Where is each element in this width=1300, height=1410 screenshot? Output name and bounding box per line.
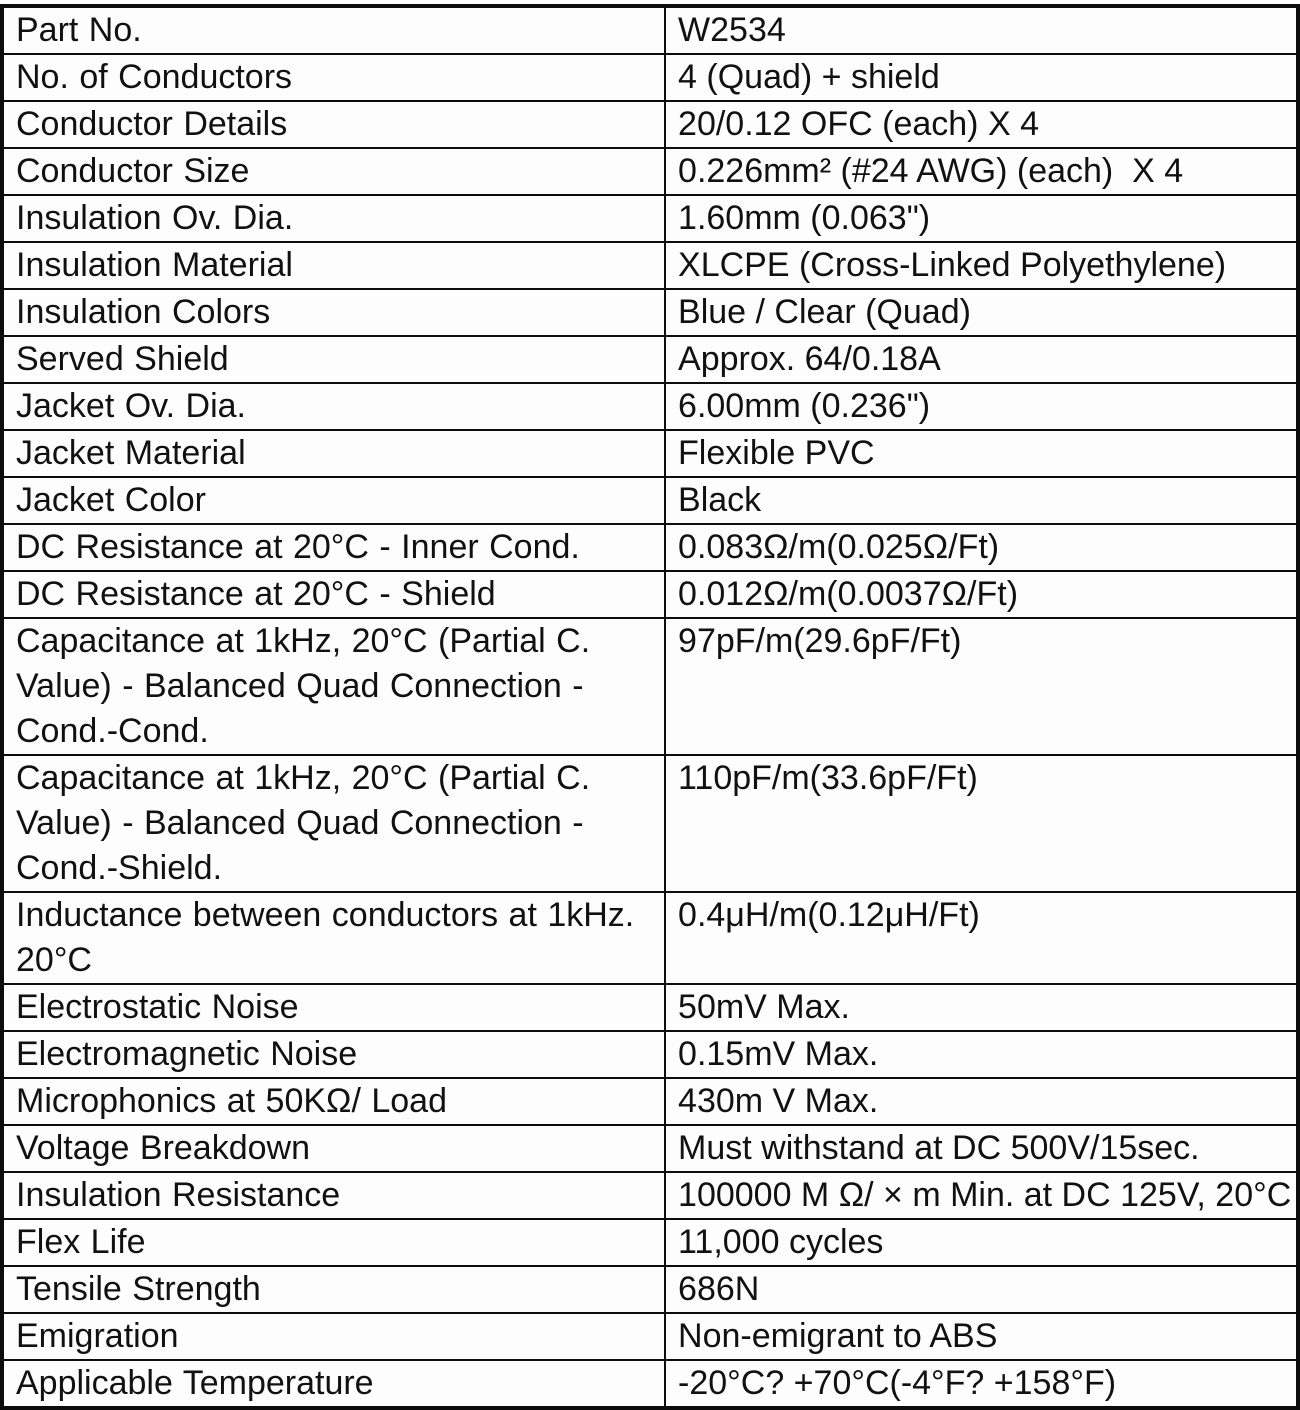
spec-property-value: 430m V Max.	[665, 1078, 1298, 1125]
spec-property-label: Part No.	[2, 6, 665, 54]
table-row	[2, 54, 1298, 101]
table-row	[2, 1219, 1298, 1266]
spec-property-label: Jacket Ov. Dia.	[2, 383, 665, 430]
spec-property-value: W2534	[665, 6, 1298, 54]
table-row	[2, 1313, 1298, 1360]
spec-property-value: 686N	[665, 1266, 1298, 1313]
spec-property-value: 0.4μH/m(0.12μH/Ft)	[665, 892, 1298, 984]
spec-property-label: Conductor Size	[2, 148, 665, 195]
spec-property-value: 6.00mm (0.236")	[665, 383, 1298, 430]
spec-property-label: Applicable Temperature	[2, 1360, 665, 1408]
spec-property-label: Capacitance at 1kHz, 20°C (Partial C. Value) - Balanced Quad Connection - Cond.-Cond.	[2, 618, 665, 755]
spec-property-value: Flexible PVC	[665, 430, 1298, 477]
table-row	[2, 984, 1298, 1031]
spec-property-value: 50mV Max.	[665, 984, 1298, 1031]
spec-property-label: Insulation Resistance	[2, 1172, 665, 1219]
spec-property-label: Insulation Ov. Dia.	[2, 195, 665, 242]
spec-property-value: 100000 M Ω/ × m Min. at DC 125V, 20°C	[665, 1172, 1298, 1219]
spec-property-value: 20/0.12 OFC (each) X 4	[665, 101, 1298, 148]
spec-property-label: Insulation Colors	[2, 289, 665, 336]
spec-property-value: XLCPE (Cross-Linked Polyethylene)	[665, 242, 1298, 289]
table-row	[2, 1031, 1298, 1078]
spec-property-value: 4 (Quad) + shield	[665, 54, 1298, 101]
table-row	[2, 1266, 1298, 1313]
spec-property-value: -20°C? +70°C(-4°F? +158°F)	[665, 1360, 1298, 1408]
spec-table-body	[2, 6, 1298, 1408]
spec-property-value: Blue / Clear (Quad)	[665, 289, 1298, 336]
spec-property-label: Conductor Details	[2, 101, 665, 148]
spec-property-value: 0.15mV Max.	[665, 1031, 1298, 1078]
spec-property-label: DC Resistance at 20°C - Shield	[2, 571, 665, 618]
spec-property-value: 1.60mm (0.063")	[665, 195, 1298, 242]
table-row	[2, 101, 1298, 148]
table-row	[2, 289, 1298, 336]
table-row	[2, 195, 1298, 242]
spec-property-value: 11,000 cycles	[665, 1219, 1298, 1266]
spec-property-value: Must withstand at DC 500V/15sec.	[665, 1125, 1298, 1172]
table-row	[2, 148, 1298, 195]
spec-property-label: Served Shield	[2, 336, 665, 383]
spec-property-label: Inductance between conductors at 1kHz. 20°C	[2, 892, 665, 984]
table-row	[2, 571, 1298, 618]
spec-property-value: 0.083Ω/m(0.025Ω/Ft)	[665, 524, 1298, 571]
table-row	[2, 618, 1298, 755]
table-row	[2, 1125, 1298, 1172]
spec-property-value: 0.226mm² (#24 AWG) (each) X 4	[665, 148, 1298, 195]
spec-table	[0, 4, 1300, 1410]
spec-property-value: Approx. 64/0.18A	[665, 336, 1298, 383]
table-row	[2, 477, 1298, 524]
spec-property-value: Non-emigrant to ABS	[665, 1313, 1298, 1360]
spec-property-label: Electromagnetic Noise	[2, 1031, 665, 1078]
spec-property-label: Emigration	[2, 1313, 665, 1360]
spec-property-label: DC Resistance at 20°C - Inner Cond.	[2, 524, 665, 571]
table-row	[2, 755, 1298, 892]
spec-property-label: Flex Life	[2, 1219, 665, 1266]
spec-property-label: Voltage Breakdown	[2, 1125, 665, 1172]
spec-property-label: Jacket Color	[2, 477, 665, 524]
table-row	[2, 1172, 1298, 1219]
table-row	[2, 430, 1298, 477]
spec-property-label: Capacitance at 1kHz, 20°C (Partial C. Value) - Balanced Quad Connection - Cond.-Shield.	[2, 755, 665, 892]
spec-property-value: Black	[665, 477, 1298, 524]
table-row	[2, 336, 1298, 383]
spec-property-label: No. of Conductors	[2, 54, 665, 101]
table-row	[2, 524, 1298, 571]
spec-property-label: Electrostatic Noise	[2, 984, 665, 1031]
table-row	[2, 1078, 1298, 1125]
spec-property-value: 110pF/m(33.6pF/Ft)	[665, 755, 1298, 892]
spec-property-label: Microphonics at 50KΩ/ Load	[2, 1078, 665, 1125]
spec-property-label: Tensile Strength	[2, 1266, 665, 1313]
table-row	[2, 242, 1298, 289]
table-row	[2, 1360, 1298, 1408]
table-row	[2, 383, 1298, 430]
spec-property-label: Jacket Material	[2, 430, 665, 477]
table-row	[2, 6, 1298, 54]
spec-property-value: 97pF/m(29.6pF/Ft)	[665, 618, 1298, 755]
table-row	[2, 892, 1298, 984]
spec-property-label: Insulation Material	[2, 242, 665, 289]
spec-property-value: 0.012Ω/m(0.0037Ω/Ft)	[665, 571, 1298, 618]
